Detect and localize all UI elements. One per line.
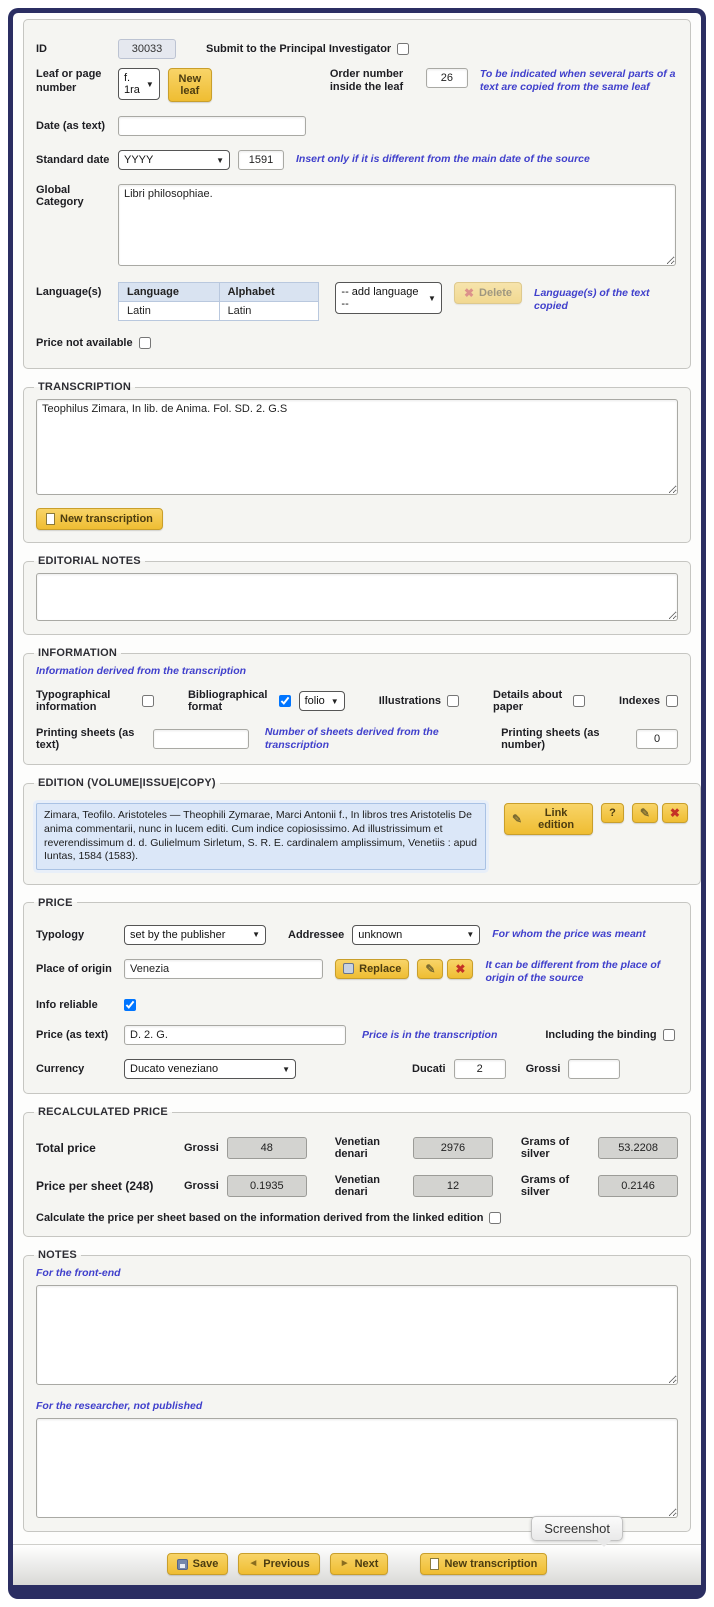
pencil-icon: ✎ [425, 961, 436, 976]
addressee-label: Addressee [288, 928, 345, 941]
submit-pi-label: Submit to the Principal Investigator [206, 43, 392, 55]
sheet-grossi-value: 0.1935 [227, 1175, 307, 1197]
languages-label: Language(s) [36, 286, 102, 298]
sheet-denari-value: 12 [413, 1175, 493, 1197]
total-denari-value: 2976 [413, 1137, 493, 1159]
addressee-select[interactable]: unknown ▼ [352, 925, 480, 945]
format-select[interactable]: folio ▼ [299, 691, 345, 711]
order-number-input[interactable] [426, 68, 468, 88]
typographical-label: Typographical information [36, 689, 111, 714]
order-number-hint: To be indicated when several parts of a text are copied from the same leaf [479, 68, 676, 94]
recalculated-price-title: RECALCULATED PRICE [38, 1106, 168, 1119]
next-button[interactable]: ► Next [330, 1553, 389, 1575]
chevron-down-icon: ▼ [466, 930, 475, 940]
pencil-icon: ✎ [512, 812, 523, 827]
including-binding-checkbox[interactable] [663, 1029, 675, 1041]
add-language-select[interactable]: -- add language -- ▼ [335, 282, 442, 314]
price-as-text-hint: Price is in the transcription [362, 1028, 498, 1041]
sheet-silver-value: 0.2146 [598, 1175, 678, 1197]
global-category-textarea[interactable] [118, 184, 676, 266]
ducati-label: Ducati [412, 1063, 446, 1076]
transcription-title: TRANSCRIPTION [38, 381, 132, 393]
typographical-checkbox[interactable] [142, 695, 154, 707]
new-transcription-footer-button[interactable]: New transcription [420, 1553, 547, 1575]
standard-date-hint: Insert only if it is different from the main date of the source [296, 153, 590, 166]
previous-button[interactable]: ◄ Previous [238, 1553, 319, 1575]
price-as-text-input[interactable] [124, 1025, 346, 1045]
illustrations-checkbox[interactable] [447, 695, 459, 707]
price-not-available-checkbox[interactable] [139, 337, 151, 349]
edition-title: EDITION (VOLUME|ISSUE|COPY) [38, 777, 216, 790]
submit-pi-checkbox[interactable] [397, 43, 409, 55]
editorial-notes-title: EDITORIAL NOTES [38, 555, 141, 567]
indexes-checkbox[interactable] [666, 695, 678, 707]
details-paper-label: Details about paper [493, 689, 563, 714]
chevron-down-icon: ▼ [428, 293, 436, 303]
save-disk-icon [177, 1559, 188, 1570]
price-section [23, 897, 691, 1094]
date-as-text-label: Date (as text) [36, 120, 106, 132]
alphabet-cell: Latin [219, 302, 319, 321]
total-price-label: Total price [36, 1141, 96, 1156]
date-as-text-input[interactable] [118, 116, 306, 136]
new-transcription-button[interactable]: New transcription [36, 508, 163, 530]
remove-x-icon: ✖ [669, 806, 680, 821]
information-title: INFORMATION [38, 647, 117, 659]
language-cell: Latin [119, 302, 220, 321]
screenshot-tooltip: Screenshot [531, 1516, 623, 1541]
including-binding-label: Including the binding [545, 1029, 657, 1042]
chevron-down-icon: ▼ [282, 1064, 290, 1074]
chevron-down-icon: ▼ [252, 930, 260, 940]
grossi-label: Grossi [525, 1063, 561, 1076]
place-of-origin-input[interactable] [124, 959, 323, 979]
price-not-available-label: Price not available [36, 337, 133, 349]
linked-edition-text: Zimara, Teofilo. Aristoteles — Theophili Zymarae, Marci Antonii f., In libros tres Aristotelis De anima commentarii, nunc in lucem editi. Cum indice copiosissimo. Ad illustrissimum et reverendissimum d. d. Gulielmum Sirletum, S. R. E. cardinalem amplissimum, Venetiis : apud Iuntas, 1584 (1583). [36, 803, 486, 870]
transcription-textarea[interactable] [36, 399, 678, 495]
transcription-section [23, 381, 691, 543]
remove-edition-button[interactable] [662, 803, 688, 823]
price-per-sheet-label: Price per sheet (248) [36, 1179, 154, 1194]
info-reliable-label: Info reliable [36, 999, 98, 1012]
languages-hint: Language(s) of the text copied [534, 287, 650, 313]
grossi-label: Grossi [184, 1180, 219, 1193]
remove-place-button[interactable] [447, 959, 473, 979]
indexes-label: Indexes [619, 695, 660, 708]
frontend-notes-textarea[interactable] [36, 1285, 678, 1385]
venetian-denari-label: Venetian denari [334, 1174, 380, 1199]
chevron-down-icon: ▼ [216, 155, 224, 165]
typology-label: Typology [36, 928, 85, 941]
place-of-origin-label: Place of origin [36, 962, 112, 975]
arrow-left-icon: ◄ [248, 1558, 259, 1570]
standard-date-input[interactable] [238, 150, 284, 170]
standard-date-format-select[interactable]: YYYY ▼ [118, 150, 230, 170]
delete-language-button[interactable]: ✖ Delete [454, 282, 522, 304]
currency-label: Currency [36, 1063, 85, 1076]
edit-place-button[interactable] [417, 959, 443, 979]
standard-date-label: Standard date [36, 154, 110, 166]
record-form-page [8, 8, 706, 1599]
total-silver-value: 53.2208 [598, 1137, 678, 1159]
table-row[interactable] [119, 302, 319, 321]
edition-section [23, 777, 701, 885]
grams-of-silver-label: Grams of silver [520, 1174, 570, 1199]
calc-per-sheet-checkbox[interactable] [489, 1212, 501, 1224]
currency-select[interactable]: Ducato veneziano ▼ [124, 1059, 296, 1079]
chevron-down-icon: ▼ [330, 696, 339, 706]
editorial-notes-textarea[interactable] [36, 573, 678, 621]
grams-of-silver-label: Grams of silver [520, 1136, 570, 1161]
printing-sheets-text-label: Printing sheets (as text) [36, 727, 135, 752]
price-title: PRICE [38, 896, 73, 909]
footer-bar [13, 1521, 701, 1585]
frontend-notes-hint: For the front-end [36, 1267, 121, 1280]
printing-sheets-number-input[interactable] [636, 729, 678, 749]
notes-title: NOTES [38, 1249, 77, 1262]
id-label: ID [36, 43, 47, 55]
new-leaf-button[interactable]: New leaf [168, 68, 212, 102]
venetian-denari-label: Venetian denari [334, 1136, 380, 1161]
price-as-text-label: Price (as text) [36, 1029, 109, 1042]
edition-help-button[interactable]: ? [601, 803, 624, 823]
leaf-label: Leaf or page number [36, 68, 102, 94]
link-edition-button[interactable]: ✎ Link edition [504, 803, 593, 835]
record-id-value: 30033 [118, 39, 176, 59]
details-paper-checkbox[interactable] [573, 695, 585, 707]
save-button[interactable]: Save [167, 1553, 229, 1575]
researcher-notes-textarea[interactable] [36, 1418, 678, 1518]
ducati-input[interactable] [454, 1059, 506, 1079]
grossi-input[interactable] [568, 1059, 620, 1079]
printing-sheets-number-label: Printing sheets (as number) [501, 727, 600, 752]
languages-table[interactable] [118, 282, 319, 321]
edit-edition-button[interactable] [632, 803, 658, 823]
page-icon [430, 1558, 439, 1570]
replace-icon [343, 963, 354, 974]
information-section [23, 647, 691, 765]
printing-sheets-hint: Number of sheets derived from the transcription [264, 726, 439, 752]
arrow-right-icon: ► [339, 1558, 350, 1570]
notes-section [23, 1249, 691, 1532]
grossi-label: Grossi [184, 1142, 219, 1155]
record-header-section [23, 19, 691, 369]
total-grossi-value: 48 [227, 1137, 307, 1159]
addressee-hint: For whom the price was meant [492, 928, 646, 941]
illustrations-label: Illustrations [378, 695, 442, 708]
page-icon [46, 513, 55, 525]
alphabet-column-header: Alphabet [219, 283, 319, 302]
place-of-origin-hint: It can be different from the place of origin of the source [485, 958, 661, 985]
information-hint: Information derived from the transcription [36, 665, 247, 677]
chevron-down-icon: ▼ [145, 79, 154, 89]
bibliographical-format-checkbox[interactable] [279, 695, 291, 707]
global-category-label: Global Category [36, 184, 84, 208]
recalculated-price-section [23, 1106, 691, 1237]
delete-x-icon: ✖ [463, 286, 475, 300]
language-column-header: Language [119, 283, 220, 302]
leaf-select[interactable]: f. 1ra ▼ [118, 68, 160, 100]
calc-per-sheet-label: Calculate the price per sheet based on the information derived from the linked edition [36, 1212, 484, 1225]
bibliographical-format-label: Bibliographical format [187, 689, 268, 714]
researcher-notes-hint: For the researcher, not published [36, 1400, 203, 1413]
replace-place-button[interactable]: Replace [335, 959, 409, 979]
printing-sheets-text-input[interactable] [153, 729, 249, 749]
remove-x-icon: ✖ [455, 961, 466, 976]
pencil-icon: ✎ [639, 806, 650, 821]
order-number-label: Order number inside the leaf [329, 68, 404, 94]
info-reliable-checkbox[interactable] [124, 999, 136, 1011]
typology-select[interactable]: set by the publisher ▼ [124, 925, 266, 945]
editorial-notes-section [23, 555, 691, 635]
